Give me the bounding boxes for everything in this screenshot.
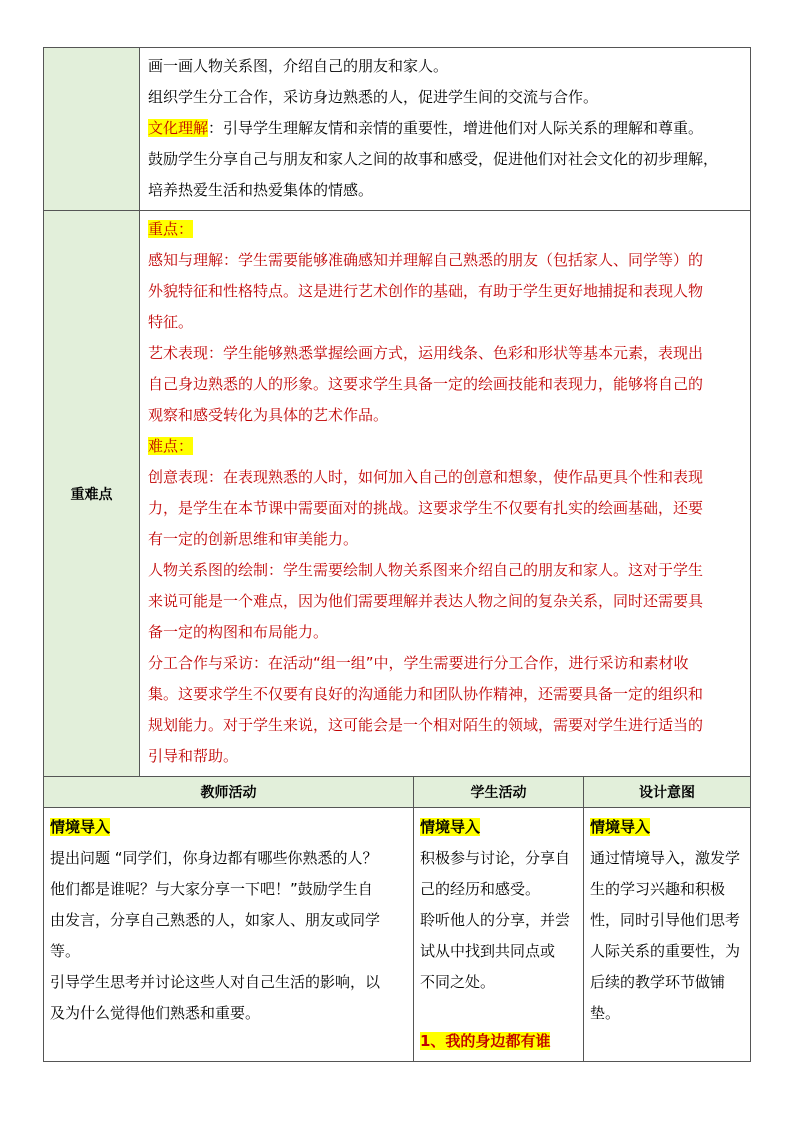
- student-line: 己的经历和感受。: [420, 880, 541, 898]
- student-line: 试从中找到共同点或: [420, 942, 556, 960]
- intent-tag-line: [590, 812, 744, 843]
- student-tag-line: [420, 812, 577, 843]
- difficulty-line: 规划能力。对于学生来说，这可能会是一个相对陌生的领域，需要对学生进行适当的: [148, 716, 704, 734]
- key-line: 艺术表现：学生能够熟悉掌握绘画方式，运用线条、色彩和形状等基本元素，表现出: [148, 344, 704, 362]
- objectives-label-cell: [44, 48, 140, 211]
- intent-line: 通过情境导入，激发学: [590, 849, 741, 867]
- spacer: [420, 998, 577, 1026]
- teacher-activity: [44, 808, 414, 1062]
- student-subhead: 1、我的身边都有谁: [420, 1032, 551, 1050]
- intent-tag: 情境导入: [590, 818, 651, 836]
- student-subhead-line: [420, 1026, 577, 1057]
- objectives-row: [44, 48, 751, 211]
- culture-line: [148, 113, 742, 144]
- intent-line: 后续的教学环节做铺: [590, 973, 726, 991]
- key-line: 特征。: [148, 313, 194, 331]
- key-heading-line: [148, 214, 742, 245]
- student-line: 积极参与讨论，分享自: [420, 849, 571, 867]
- teacher-tag-line: [50, 812, 407, 843]
- lesson-plan-table: [43, 47, 751, 1062]
- objective-line: 画一画人物关系图，介绍自己的朋友和家人。: [148, 57, 449, 75]
- culture-text: ：引导学生理解友情和亲情的重要性，增进他们对人际关系的理解和尊重。: [208, 119, 704, 137]
- difficulty-line: 力，是学生在本节课中需要面对的挑战。这要求学生不仅要有扎实的绘画基础，还要: [148, 499, 704, 517]
- difficulty-heading-line: [148, 431, 742, 462]
- activity-header-row: [44, 777, 751, 808]
- difficulty-line: 有一定的创新思维和审美能力。: [148, 530, 359, 548]
- teacher-line: 他们都是谁呢？与大家分享一下吧！”鼓励学生自: [50, 880, 373, 898]
- teacher-tag: 情境导入: [50, 818, 111, 836]
- teacher-line: 引导学生思考并讨论这些人对自己生活的影响，以: [50, 973, 381, 991]
- key-line: 感知与理解：学生需要能够准确感知并理解自己熟悉的朋友（包括家人、同学等）的: [148, 251, 704, 269]
- intent-line: 垫。: [590, 1004, 621, 1022]
- key-line: 自己身边熟悉的人的形象。这要求学生具备一定的绘画技能和表现力，能够将自己的: [148, 375, 704, 393]
- teacher-line: 由发言，分享自己熟悉的人，如家人、朋友或同学: [50, 911, 381, 929]
- teacher-line: 提出问题 “同学们，你身边都有哪些你熟悉的人？: [50, 849, 378, 867]
- student-line: 聆听他人的分享，并尝: [420, 911, 571, 929]
- culture-line: 鼓励学生分享自己与朋友和家人之间的故事和感受，促进他们对社会文化的初步理解，: [148, 150, 719, 168]
- key-points-content: [140, 211, 751, 777]
- objective-line: 组织学生分工合作，采访身边熟悉的人，促进学生间的交流与合作。: [148, 88, 599, 106]
- key-points-row: [44, 211, 751, 777]
- key-line: 外貌特征和性格特点。这是进行艺术创作的基础，有助于学生更好地捕捉和表现人物: [148, 282, 704, 300]
- student-tag: 情境导入: [420, 818, 481, 836]
- design-intent: [584, 808, 751, 1062]
- difficulty-line: 分工合作与采访：在活动“组一组”中，学生需要进行分工合作，进行采访和素材收: [148, 654, 689, 672]
- key-points-label: 重难点: [44, 211, 140, 777]
- intent-line: 人际关系的重要性，为: [590, 942, 741, 960]
- difficulty-line: 人物关系图的绘制：学生需要绘制人物关系图来介绍自己的朋友和家人。这对于学生: [148, 561, 704, 579]
- intent-line: 性，同时引导他们思考: [590, 911, 741, 929]
- difficulty-line: 集。这要求学生不仅要有良好的沟通能力和团队协作精神，还需要具备一定的组织和: [148, 685, 704, 703]
- teacher-line: 等。: [50, 942, 81, 960]
- header-intent: 设计意图: [584, 777, 751, 808]
- activity-row: [44, 808, 751, 1062]
- difficulty-line: 备一定的构图和布局能力。: [148, 623, 329, 641]
- difficulty-line: 来说可能是一个难点，因为他们需要理解并表达人物之间的复杂关系，同时还需要具: [148, 592, 704, 610]
- difficulty-heading: 难点：: [148, 437, 194, 455]
- difficulty-line: 引导和帮助。: [148, 747, 239, 765]
- header-student: 学生活动: [414, 777, 584, 808]
- objectives-content: [140, 48, 751, 211]
- difficulty-line: 创意表现：在表现熟悉的人时，如何加入自己的创意和想象，使作品更具个性和表现: [148, 468, 704, 486]
- student-line: 不同之处。: [420, 973, 496, 991]
- teacher-line: 及为什么觉得他们熟悉和重要。: [50, 1004, 261, 1022]
- key-heading: 重点：: [148, 220, 194, 238]
- key-line: 观察和感受转化为具体的艺术作品。: [148, 406, 389, 424]
- culture-line: 培养热爱生活和热爱集体的情感。: [148, 181, 374, 199]
- header-teacher: 教师活动: [44, 777, 414, 808]
- student-activity: [414, 808, 584, 1062]
- intent-line: 生的学习兴趣和积极: [590, 880, 726, 898]
- culture-label: 文化理解: [148, 119, 209, 137]
